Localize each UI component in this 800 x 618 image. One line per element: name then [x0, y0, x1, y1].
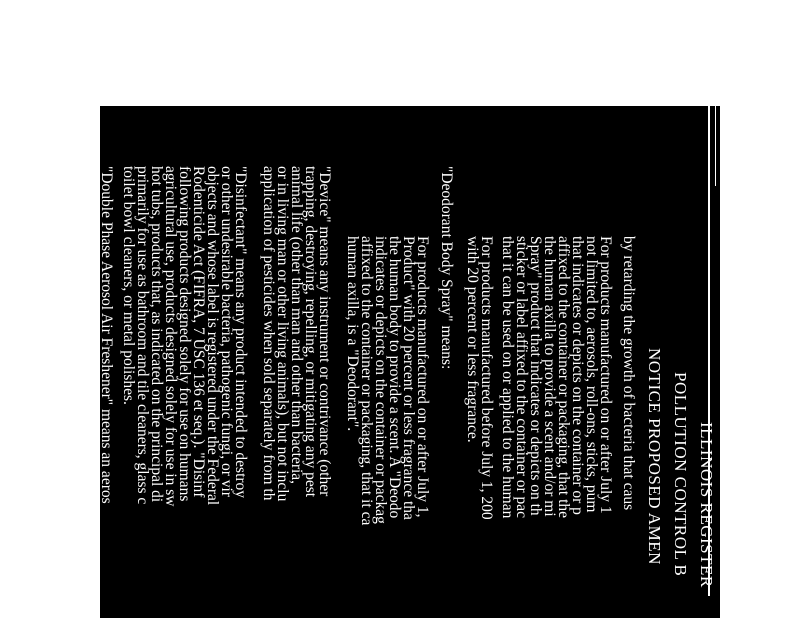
body-line: that indicates or depicts on the container or p: [569, 236, 586, 515]
notice-heading: NOTICE PROPOSED AMEN: [645, 348, 664, 565]
body-line: Product" with 20 percent or less fragrance tha: [400, 236, 417, 520]
rotated-page-content: [100, 106, 720, 618]
body-line: application of pesticides when sold separately from th: [260, 166, 277, 501]
body-line: sticker or label affixed to the container or pac: [513, 236, 530, 519]
body-line: that it can be used on or applied to the human: [499, 236, 516, 519]
body-line: the human axilla to provide a scent and/or mi: [541, 236, 558, 517]
body-line: or in living man or other living animals), but not inclu: [274, 166, 291, 502]
body-line: Rodenticide Act (FIFRA, 7 USC 136 et seq.). "Disinf: [190, 166, 207, 498]
body-line: with 20 percent or less fragrance.: [464, 236, 481, 443]
body-line: Spray" product that indicates or depicts on th: [527, 236, 544, 516]
body-line: the human body to provide a scent. A "Deodo: [386, 236, 403, 519]
body-line: affixed to the container or packaging, that it ca: [358, 236, 375, 526]
body-line: toilet bowl cleaners, or metal polishes.: [120, 166, 137, 405]
definition-term: "Deodorant Body Spray" means:: [438, 166, 455, 370]
body-line: hot tubs, products that, as indicated on the principal di: [148, 166, 165, 503]
body-line: affixed to the container or packaging, that the: [555, 236, 572, 519]
body-line: agricultural use, products designed solely for use in sw: [162, 166, 179, 507]
body-line: For products manufactured on or after July 1,: [414, 236, 431, 518]
board-name: POLLUTION CONTROL B: [671, 372, 690, 577]
body-line: For products manufactured on or after July 1: [597, 236, 614, 514]
body-line: not limited to, aerosols, roll-ons, sticks, pum: [583, 236, 600, 513]
scanned-page: [100, 106, 720, 618]
body-line: by retarding the growth of bacteria that caus: [620, 236, 637, 511]
body-line: For products manufactured before July 1, 200: [478, 236, 495, 520]
body-line: human axilla, is a "Deodorant".: [344, 236, 361, 432]
body-line: indicates or depicts on the container or packag: [372, 236, 389, 524]
header-rule-short: [715, 106, 716, 186]
body-line: trapping, destroying, repelling, or mitigating any pest: [302, 166, 319, 498]
body-line: animal life (other than man and other than bacteria,: [288, 166, 305, 485]
register-title: ILLINOIS REGISTER: [697, 422, 716, 588]
body-line: primarily for use as bathroom and tile cleaners, glass c: [134, 166, 151, 505]
body-line: following products designed solely for use on humans: [176, 166, 193, 502]
body-line: "Device" means any instrument or contrivance (other: [316, 166, 333, 497]
definition-term: "Double Phase Aerosol Air Freshener" means an aeros: [98, 166, 115, 504]
body-line: "Disinfectant" means any product intended to destroy: [232, 166, 249, 499]
body-line: or other undesirable bacteria, pathogenic fungi, or vir: [218, 166, 235, 497]
body-line: objects and whose label is registered under the Federal: [204, 166, 221, 506]
